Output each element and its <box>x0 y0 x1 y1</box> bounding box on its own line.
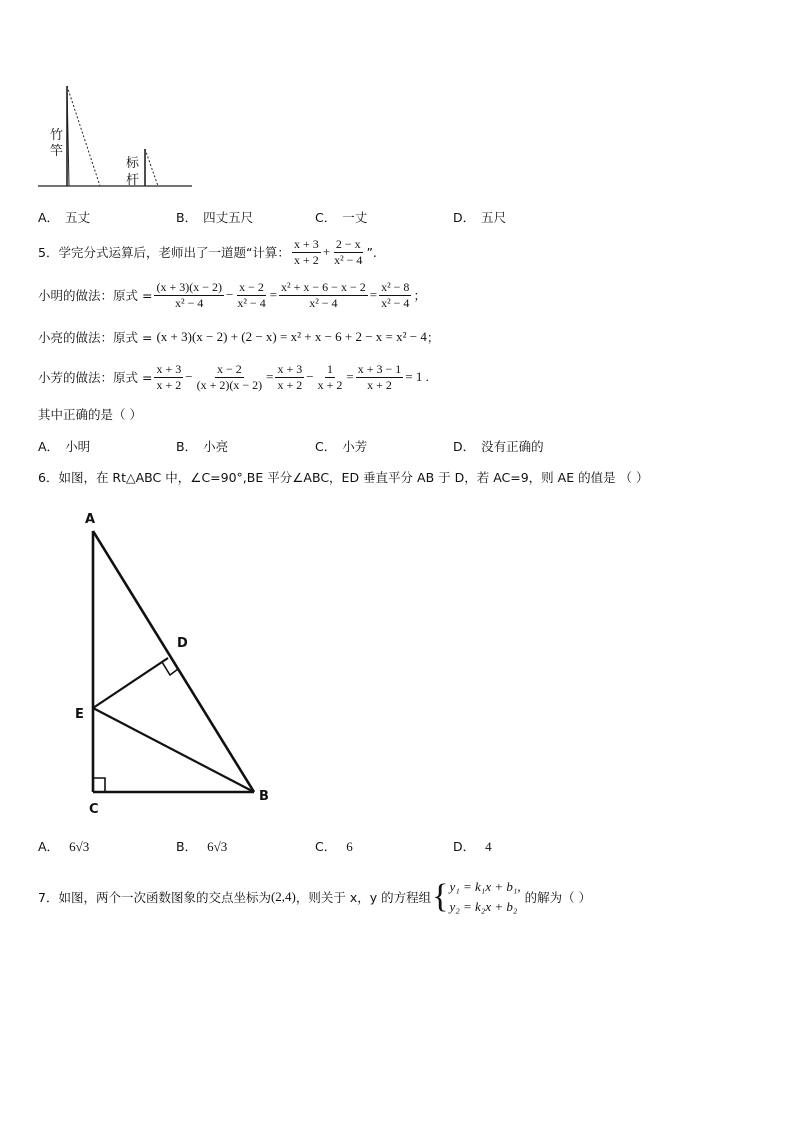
q5-xf-frac5 <box>356 363 404 392</box>
q5-stem-frac2 <box>332 238 364 267</box>
q7-point: (2,4) <box>270 889 296 904</box>
q5-xl-semicolon: ； <box>426 330 440 345</box>
q6-option-c-letter: C． <box>315 839 337 854</box>
q5-ask: 其中正确的是（ ） <box>38 407 142 422</box>
q5-xm-frac3-num: x² + x − 6 − x − 2 <box>281 279 366 294</box>
q5-xf-minus1: − <box>185 369 193 384</box>
right-angle-c <box>93 778 105 792</box>
q5-xf-frac1 <box>154 363 183 392</box>
q4-option-b-text: 四丈五尺 <box>203 210 254 225</box>
q5-xf-end: = 1 . <box>405 369 429 384</box>
q5-option-b-text: 小亮 <box>203 439 229 454</box>
q5-xf-frac2 <box>195 363 265 392</box>
q5-xf-frac5-num: x + 3 − 1 <box>357 361 402 376</box>
q4-option-d[interactable] <box>453 208 506 226</box>
q5-xf-frac2-num: x − 2 <box>216 361 242 376</box>
q7-stem-prefix: 7．如图，两个一次函数图象的交点坐标为 <box>38 890 271 905</box>
q6-option-d-text: 4 <box>485 839 492 854</box>
q6-option-d[interactable] <box>453 837 492 855</box>
q5-xm-minus: − <box>225 287 234 302</box>
q6-option-a-text: 6√3 <box>69 839 90 854</box>
q6-label-b: B <box>259 789 269 804</box>
q5-option-c-text: 小芳 <box>342 439 368 454</box>
pole-label-1: 竹 <box>50 128 64 143</box>
q7-eq1: y₁ = k₁x + b₁, <box>449 879 521 894</box>
bamboo-shadow-ray <box>67 86 100 186</box>
q5-option-a[interactable] <box>38 437 90 455</box>
q6-label-e: E <box>75 707 84 722</box>
q5-xf-minus2: − <box>306 369 314 384</box>
q5-xm-semicolon: ； <box>413 288 426 303</box>
q5-xf-frac1-den: x + 2 <box>156 377 182 392</box>
q5-option-b[interactable] <box>176 437 228 455</box>
q6-label-a: A <box>85 512 96 527</box>
q5-stem-suffix: ”. <box>366 244 377 260</box>
q5-xm-frac2 <box>235 281 267 310</box>
q7-brace: { <box>432 878 449 915</box>
q4-option-c-letter: C． <box>315 210 337 225</box>
q5-xm-eq1: = <box>269 287 278 302</box>
q5-xm-frac2-num: x − 2 <box>239 279 264 294</box>
q6-option-b[interactable] <box>176 837 227 855</box>
q5-xm-frac1-den: x² − 4 <box>175 295 204 310</box>
q5-xf-frac4 <box>316 363 345 392</box>
q5-xm-frac1-num: (x + 3)(x − 2) <box>156 279 222 294</box>
q5-xm-frac3 <box>279 281 368 310</box>
q6-option-a[interactable] <box>38 837 89 855</box>
q7-stem-mid: ，则关于 x，y 的方程组 <box>295 890 432 905</box>
q5-stem-frac1-den: x + 2 <box>293 252 319 267</box>
q5-xf-frac1-num: x + 3 <box>156 361 182 376</box>
q5-xiaoliang-solution <box>38 327 439 347</box>
q5-xm-frac4 <box>379 281 411 310</box>
q4-option-c-text: 一丈 <box>342 210 368 225</box>
q5-xm-frac4-num: x² − 8 <box>381 279 410 294</box>
segment-ed <box>93 658 168 708</box>
q4-option-c[interactable] <box>315 208 367 226</box>
q6-triangle-figure <box>70 505 290 825</box>
rod-label-2: 杆 <box>126 173 140 188</box>
q6-option-c[interactable] <box>315 837 353 855</box>
q5-xf-frac3-den: x + 2 <box>277 377 303 392</box>
pole-label-2: 竿 <box>50 144 64 159</box>
q5-option-a-letter: A． <box>38 439 60 454</box>
q5-xf-frac3 <box>275 363 304 392</box>
q5-xm-frac3-den: x² − 4 <box>309 295 338 310</box>
q5-xl-expression: (x + 3)(x − 2) + (2 − x) = x² + x − 6 + 2 − x = x² − 4 <box>156 329 427 344</box>
q5-xf-frac3-num: x + 3 <box>277 361 303 376</box>
q5-xf-frac5-den: x + 2 <box>367 377 392 392</box>
q7-system <box>449 877 520 917</box>
q5-stem-frac2-num: 2 − x <box>335 236 361 251</box>
q5-xf-frac2-den: (x + 2)(x − 2) <box>196 377 263 392</box>
q5-option-a-text: 小明 <box>65 439 91 454</box>
rod-shadow-ray <box>145 149 158 186</box>
q5-xm-frac1 <box>154 281 224 310</box>
q4-option-a[interactable] <box>38 208 90 226</box>
q5-stem-prefix: 5．学完分式运算后，老师出了一道题“计算： <box>38 245 290 260</box>
q4-option-d-letter: D． <box>453 210 476 225</box>
q6-option-b-letter: B． <box>176 839 198 854</box>
q4-option-b-letter: B． <box>176 210 198 225</box>
q4-option-d-text: 五尺 <box>481 210 507 225</box>
q4-option-a-letter: A． <box>38 210 60 225</box>
segment-eb <box>93 708 254 792</box>
q5-xiaofang-solution <box>38 360 429 394</box>
rod-label-1: 标 <box>126 156 140 171</box>
q5-xf-eq1: = <box>266 369 274 384</box>
q5-option-c-letter: C． <box>315 439 337 454</box>
q5-stem-plus: + <box>322 244 331 259</box>
q5-option-d-text: 没有正确的 <box>481 439 544 454</box>
q5-stem-frac1 <box>292 238 321 267</box>
q5-xiaoliang-label: 小亮的做法：原式 = <box>38 330 153 345</box>
q6-label-c: C <box>89 802 99 817</box>
side-ab <box>93 531 254 792</box>
q6-option-c-text: 6 <box>346 839 353 854</box>
q4-option-b[interactable] <box>176 208 253 226</box>
q5-stem-frac1-num: x + 3 <box>293 236 319 251</box>
q5-xf-eq2: = <box>346 369 354 384</box>
q6-stem: 6．如图，在 Rt△ABC 中，∠C=90°,BE 平分∠ABC，ED 垂直平分 AB 于 D，若 AC=9，则 AE 的值是 （ ） <box>38 470 649 485</box>
q7-stem <box>38 875 591 919</box>
q5-xiaoming-label: 小明的做法：原式 = <box>38 288 153 303</box>
q5-xm-frac2-den: x² − 4 <box>237 295 266 310</box>
q5-xiaoming-solution <box>38 278 426 312</box>
q5-xf-frac4-den: x + 2 <box>317 377 343 392</box>
q6-option-a-letter: A． <box>38 839 60 854</box>
q5-xm-frac4-den: x² − 4 <box>381 295 410 310</box>
q6-option-d-letter: D． <box>453 839 476 854</box>
q5-option-b-letter: B． <box>176 439 198 454</box>
q7-eq2: y₂ = k₂x + b₂ <box>449 899 518 914</box>
q4-option-a-text: 五丈 <box>65 210 91 225</box>
q5-stem <box>38 235 377 269</box>
q5-option-d-letter: D． <box>453 439 476 454</box>
q5-stem-frac2-den: x² − 4 <box>334 252 363 267</box>
q5-option-c[interactable] <box>315 437 367 455</box>
q5-option-d[interactable] <box>453 437 544 455</box>
q6-option-b-text: 6√3 <box>207 839 228 854</box>
q6-label-d: D <box>177 636 188 651</box>
q5-xf-frac4-num: 1 <box>326 361 333 376</box>
q5-xm-eq2: = <box>369 287 378 302</box>
q5-xiaofang-label: 小芳的做法：原式 = <box>38 370 153 385</box>
q7-stem-suffix: 的解为（ ） <box>524 890 592 905</box>
